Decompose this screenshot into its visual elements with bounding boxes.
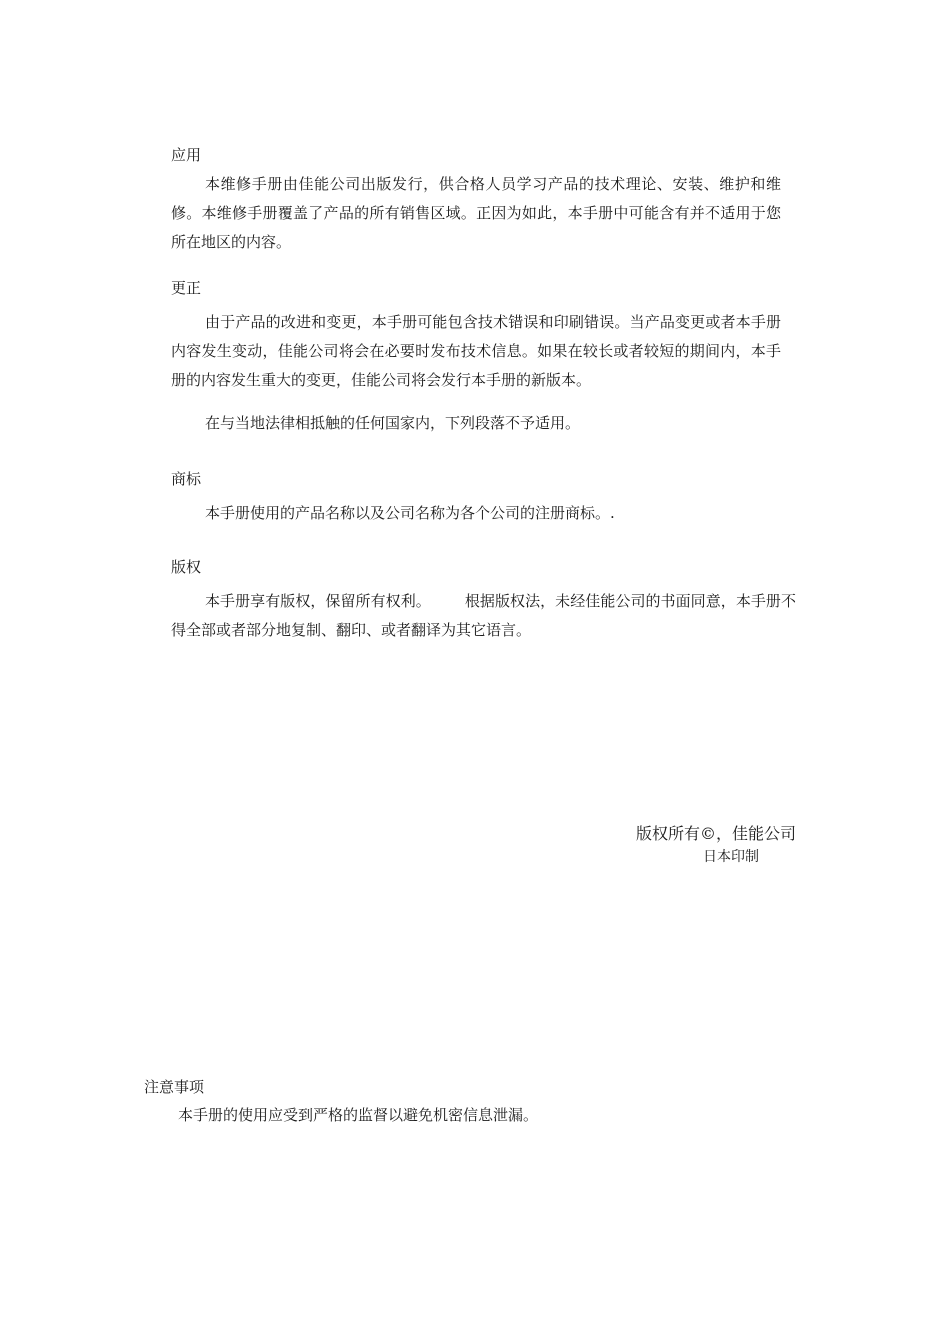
copyright-body-part1: 本手册享有版权，保留所有权利。	[205, 592, 431, 610]
section-body-corrections: 由于产品的改进和变更，本手册可能包含技术错误和印刷错误。当产品变更或者本手册内容发生变动，佳能公司将会在必要时发布技术信息。如果在较长或者较短的期间内，本手册的内容发生重大的变更，佳能公司将会发行本手册的新版本。	[171, 313, 781, 389]
section-law-note: 在与当地法律相抵触的任何国家内，下列段落不予适用。	[205, 414, 581, 432]
section-body-trademarks: 本手册使用的产品名称以及公司名称为各个公司的注册商标。.	[205, 504, 615, 522]
section-title-corrections: 更正	[171, 279, 202, 297]
copyright-footer	[636, 823, 796, 867]
printed-in-note: 日本印制	[702, 849, 759, 865]
copyright-notice: 版权所有©，佳能公司	[635, 824, 796, 843]
section-title-application: 应用	[171, 146, 202, 164]
section-title-trademarks: 商标	[171, 470, 202, 488]
notice-title: 注意事项	[144, 1078, 205, 1096]
section-body-copyright	[171, 587, 796, 645]
notice-body: 本手册的使用应受到严格的监督以避免机密信息泄漏。	[178, 1106, 539, 1124]
copyright-body-part2: 根据版权法，未经佳能公司的书面同意，本手册不得全部或者部分地复制、翻印、或者翻译为其它语言。	[171, 592, 796, 639]
section-title-copyright: 版权	[171, 558, 202, 576]
section-body-application: 本维修手册由佳能公司出版发行，供合格人员学习产品的技术理论、安装、维护和维修。本维修手册覆盖了产品的所有销售区域。正因为如此，本手册中可能含有并不适用于您所在地区的内容。	[171, 175, 781, 251]
